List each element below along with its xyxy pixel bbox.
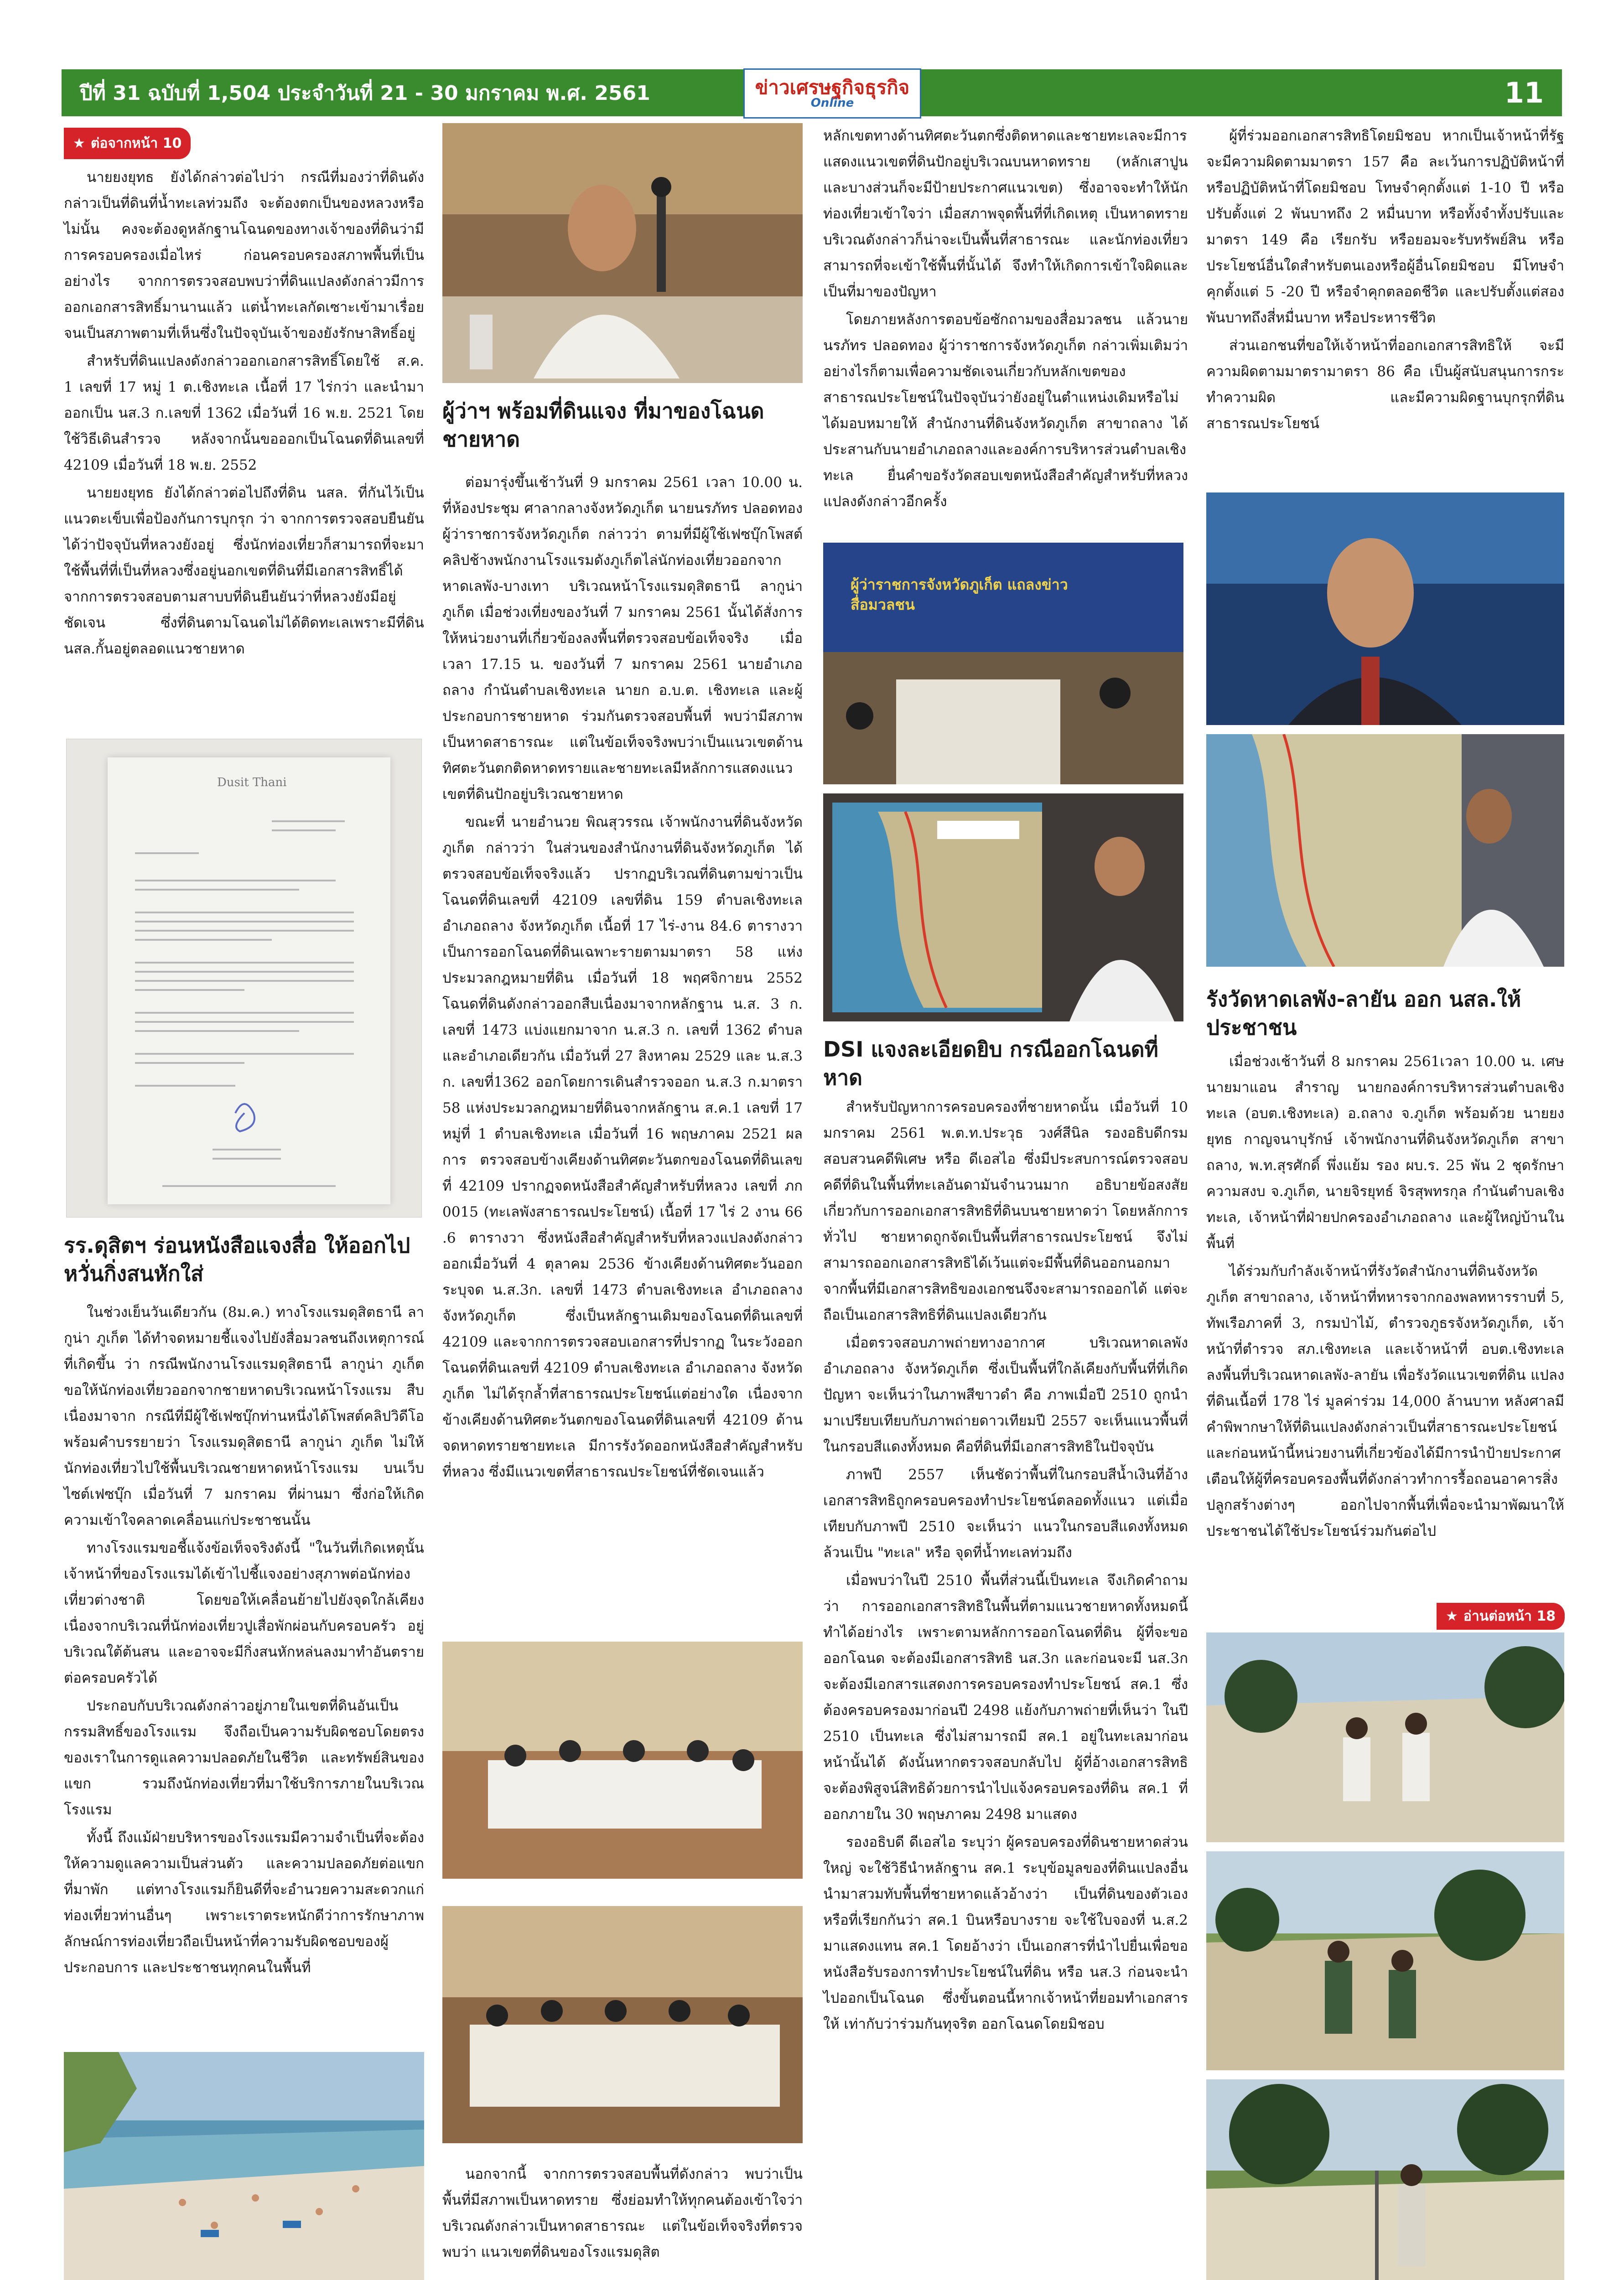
dsi-map-photo — [823, 793, 1183, 1021]
letter-hotel-logo: Dusit Thani — [217, 776, 287, 789]
column-1-bottom — [64, 1300, 424, 1983]
meeting-room-photo-2 — [442, 1906, 803, 2143]
dsi-official-photo — [1206, 492, 1564, 725]
site-survey-photo-2 — [1206, 1851, 1564, 2070]
logo-subtitle: Online — [810, 96, 854, 110]
meeting-room-photo-1 — [442, 1642, 803, 1879]
headline-dusit-letter: รร.ดุสิตฯ ร่อนหนังสือแจงสื่อ ให้ออกไปหวั่นกิ่งสนหักใส่ — [64, 1233, 410, 1286]
logo-title: ข่าวเศรษฐกิจธุรกิจ — [755, 76, 910, 98]
article-paragraph: ทั้งนี้ ถึงแม้ฝ่ายบริหารของโรงแรมมีความจำเป็นที่จะต้องให้ความดูแลความเป็นส่วนตัว และความปลอดภัยต่อแขกที่มาพัก แต่ทางโรงแรมก็ยินดีที่จะอำนวยความสะดวกแก่ท่องเที่ยวท่านอื่นๆ เพราะเราตระหนักดีว่าการรักษาภาพลักษณ์การท่องเที่ยวถือเป็นหน้าที่ความรับผิดชอบของผู้ประกอบการ และประชาชนทุกคนในพื้นที่ — [64, 1829, 424, 1976]
letter-text-lines — [108, 757, 390, 1204]
newspaper-logo — [743, 68, 921, 119]
continued-to-tag[interactable] — [1437, 1603, 1565, 1630]
issue-line: ปีที่ 31 ฉบับที่ 1,504 ประจำวันที่ 21 - 30 มกราคม พ.ศ. 2561 — [80, 81, 650, 105]
column-2-top — [442, 470, 803, 1487]
headline-governor: ผู้ว่าฯ พร้อมที่ดินแจง ที่มาของโฉนดชายหาด — [442, 399, 764, 451]
article-paragraph: เมื่อตรวจสอบภาพถ่ายทางอากาศ บริเวณหาดเลพัง อำเภอถลาง จังหวัดภูเก็ต ซึ่งเป็นพื้นที่ใกล้เคียงกับพื้นที่ที่เกิดปัญหา จะเห็นว่าในภาพสีขาวดำ คือ ภาพเมื่อปี 2510 ถูกนำมาเปรียบเทียบกับภาพถ่ายดาวเทียมปี 2557 จะเห็นแนวพื้นที่ในกรอบสีแดงทั้งหมด คือที่ดินที่มีเอกสารสิทธิในปัจจุบัน — [823, 1335, 1188, 1455]
officials-map-photo — [1206, 734, 1564, 967]
article-paragraph: นายยงยุทธ ยังได้กล่าวต่อไปว่า กรณีที่มองว่าที่ดินดังกล่าวเป็นที่ดินที่น้ำทะเลท่วมถึง จะต้องตกเป็นของหลวงหรือไม่นั้น คงจะต้องดูหลักฐานโฉนดของทางเจ้าของที่ดินว่ามีการครอบครองเมื่อไหร่ ก่อนครอบครองสภาพพื้นที่เป็นอย่างไร จากการตรวจสอบพบว่าที่ดินแปลงดังกล่าวมีการออกเอกสารสิทธิ์มานานแล้ว แต่น้ำทะเลกัดเซาะเข้ามาเรื่อยจนเป็นสภาพตามที่เห็นซึ่งในปัจจุบันเจ้าของยังรักษาสิทธิ์อยู่ — [64, 169, 424, 342]
article-paragraph: ทางโรงแรมขอชี้แจ้งข้อเท็จจริงดังนี้ "ในวันที่เกิดเหตุนั้น เจ้าหน้าที่ของโรงแรมได้เข้าไปชี้แจงอย่างสุภาพต่อนักท่องเที่ยวต่างชาติ โดยขอให้เคลื่อนย้ายไปยังจุดใกล้เคียงเนื่องจากบริเวณที่นักท่องเที่ยวปูเสื่อพักผ่อนกับครอบครัว อยู่บริเวณใต้ต้นสน และอาจจะมีกิ่งสนหักหล่นลงมาทำอันตรายต่อครอบครัวได้ — [64, 1540, 424, 1686]
article-paragraph: สำหรับที่ดินแปลงดังกล่าวออกเอกสารสิทธิ์โดยใช้ ส.ค. 1 เลขที่ 17 หมู่ 1 ต.เชิงทะเล เนื้อที่ 17 ไร่กว่า และนำมาออกเป็น นส.3 ก.เลขที่ 1362 เมื่อวันที่ 16 พ.ย. 2521 โดยใช้วิธีเดินสำรวจ หลังจากนั้นขอออกเป็นโฉนดที่ดินเลขที่ 42109 เมื่อวันที่ 18 พ.ย. 2552 — [64, 353, 424, 473]
article-paragraph: เมื่อพบว่าในปี 2510 พื้นที่ส่วนนี้เป็นทะเล จึงเกิดคำถามว่า การออกเอกสารสิทธิในพื้นที่ตามแนวชายหาดทั้งหมดนี้ ทำได้อย่างไร เพราะตามหลักการออกโฉนดที่ดิน ผู้ที่จะขอออกโฉนด จะต้องมีเอกสารสิทธิ นส.3ก และก่อนจะมี นส.3ก จะต้องมีเอกสารแสดงการครอบครองทำประโยชน์ สค.1 ซึ่งต้องครอบครองมาก่อนปี 2498 แย้งกับภาพถ่ายที่เห็นว่า ในปี 2510 เป็นทะเล ซึ่งไม่สามารถมี สค.1 อยู่ในทะเลมาก่อนหน้านั้นได้ ดังนั้นหากตรวจสอบกลับไป ผู้ที่อ้างเอกสารสิทธิ จะต้องพิสูจน์สิทธิด้วยการนำไปแจ้งครอบครองที่ดิน สค.1 ที่ออกภายใน 30 พฤษภาคม 2498 มาแสดง — [823, 1572, 1188, 1823]
article-paragraph: ขณะที่ นายอำนวย พิณสุวรรณ เจ้าพนักงานที่ดินจังหวัดภูเก็ต กล่าวว่า ในส่วนของสำนักงานที่ดินจังหวัดภูเก็ต ได้ตรวจสอบข้อเท็จจริงแล้ว ปรากฏบริเวณที่ดินตามข่าวเป็นโฉนดที่ดินเลขที่ 42109 เลขที่ดิน 159 ตำบลเชิงทะเล อำเภอถลาง จังหวัดภูเก็ต เนื้อที่ 17 ไร่-งาน 84.6 ตารางวา เป็นการออกโฉนดที่ดินเฉพาะรายตามมาตรา 58 แห่งประมวลกฎหมายที่ดิน เมื่อวันที่ 18 พฤศจิกายน 2552 โฉนดที่ดินดังกล่าวออกสืบเนื่องมาจากหลักฐาน น.ส. 3 ก. เลขที่ 1473 แบ่งแยกมาจาก น.ส.3 ก. เลขที่ 1362 ตำบลและอำเภอเดียวกัน เมื่อวันที่ 27 สิงหาคม 2529 และ น.ส.3 ก. เลขที่1362 ออกโดยการเดินสำรวจออก น.ส.3 ก.มาตรา 58 แห่งประมวลกฎหมายที่ดินจากหลักฐาน ส.ค.1 เลขที่ 17 หมู่ที่ 1 ตำบลเชิงทะเล เมื่อวันที่ 16 พฤษภาคม 2521 ผลการ ตรวจสอบข้างเคียงด้านทิศตะวันตกของโฉนดที่ดินเลขที่ 42109 ปรากฏจดหนังสือสำคัญสำหรับที่หลวง เลขที่ ภก 0015 (ทะเลพังสาธารณประโยชน์) เนื้อที่ 17 ไร่ 2 งาน 66 .6 ตารางวา ซึ่งหนังสือสำคัญสำหรับที่หลวงแปลงดังกล่าวออกเมื่อวันที่ 4 ตุลาคม 2536 ข้างเคียงด้านทิศตะวันออกระบุจด น.ส.3ก. เลขที่ 1473 ตำบลเชิงทะเล อำเภอถลาง จังหวัดภูเก็ต ซึ่งเป็นหลักฐานเดิมของโฉนดที่ดินเลขที่ 42109 และจากการตรวจสอบเอกสารที่ปรากฏ ในระวังออกโฉนดที่ดินเลขที่ 42109 ตำบลเชิงทะเล อำเภอถลาง จังหวัดภูเก็ต ไม่ได้รุกล้ำที่สาธารณประโยชน์แต่อย่างใด เนื่องจากข้างเคียงด้านทิศตะวันตกของโฉนดที่ดินเลขที่ 42109 ด้านจดหาดทรายชายทะเล มีการรังวัดออกหนังสือสำคัญสำหรับที่หลวง ซึ่งมีแนวเขตที่สาธารณประโยชน์ที่ชัดเจนแล้ว — [442, 814, 803, 1480]
press-banner-text: ผู้ว่าราชการจังหวัดภูเก็ต แถลงข่าวสื่อมวลชน — [851, 576, 1068, 613]
column-4-middle — [1206, 1049, 1564, 1546]
article-paragraph: นอกจากนี้ จากการตรวจสอบพื้นที่ดังกล่าว พบว่าเป็นพื้นที่มีสภาพเป็นหาดทราย ซึ่งย่อมทำให้ทุกคนต้องเข้าใจว่าบริเวณดังกล่าวเป็นหาดสาธารณะ แต่ในข้อเท็จจริงที่ตรวจพบว่า แนวเขตที่ดินของโรงแรมดุสิต — [442, 2166, 803, 2260]
page-number: 11 — [1504, 76, 1544, 109]
continued-from-tag[interactable] — [64, 128, 191, 159]
column-3-bottom — [823, 1094, 1188, 2039]
column-3-top — [823, 123, 1188, 517]
continued-from-label: ต่อจากหน้า 10 — [90, 135, 182, 151]
column-1-top — [64, 128, 424, 664]
column-4-top — [1206, 123, 1564, 439]
article-paragraph: โดยภายหลังการตอบข้อซักถามของสื่อมวลชน แล้วนายนรภัทร ปลอดทอง ผู้ว่าราชการจังหวัดภูเก็ต กล่าวเพิ่มเติมว่า อย่างไรก็ตามเพื่อความชัดเจนเกี่ยวกับหลักเขตของสาธารณประโยชน์ในปัจจุบันว่ายังอยู่ในตำแหน่งเดิมหรือไม่ ได้มอบหมายให้ สำนักงานที่ดินจังหวัดภูเก็ต สาขาถลาง ได้ประสานกับนายอำเภอถลางและองค์การบริหารส่วนตำบลเชิงทะเล ยื่นคำขอรังวัดสอบเขตหนังสือสำคัญสำหรับที่หลวงแปลงดังกล่าวอีกครั้ง — [823, 311, 1188, 510]
article-paragraph: หลักเขตทางด้านทิศตะวันตกซึ่งติดหาดและชายทะเลจะมีการแสดงแนวเขตที่ดินปักอยู่บริเวณบนหาดทราย (หลักเสาปูนและบางส่วนก็จะมีป้ายประกาศแนวเขต) ซึ่งอาจจะทำให้นักท่องเที่ยวเข้าใจว่า เมื่อสภาพจุดพื้นที่ที่เกิดเหตุ เป็นหาดทรายบริเวณดังกล่าวก็น่าจะเป็นพื้นที่สาธารณะ และนักท่องเที่ยวสามารถที่จะเข้าใช้พื้นที่นั้นได้ จึงทำให้เกิดการเข้าใจผิดและเป็นที่มาของปัญหา — [823, 128, 1188, 300]
beach-photo — [64, 2052, 424, 2280]
star-icon: ★ — [73, 135, 85, 151]
press-conference-photo — [823, 543, 1183, 784]
article-paragraph: ได้ร่วมกับกำลังเจ้าหน้าที่รังวัดสำนักงานที่ดินจังหวัดภูเก็ต สาขาถลาง, เจ้าหน้าที่ทหารจากกองพลทหารราบที่ 5, ทัพเรือภาคที่ 3, กรมป่าไม้, ตำรวจภูธรจังหวัดภูเก็ต, เจ้าหน้าที่ตำรวจ สภ.เชิงทะเล และเจ้าหน้าที่ อบต.เชิงทะเล ลงพื้นที่บริเวณหาดเลพัง-ลายัน เพื่อรังวัดแนวเขตที่ดิน แปลงที่ดินเนื้อที่ 178 ไร่ มูลค่าร่วม 14,000 ล้านบาท หลังศาลมีคำพิพากษาให้ที่ดินแปลงดังกล่าวเป็นที่สาธารณะประโยชน์ และก่อนหน้านี้หน่วยงานที่เกี่ยวข้องได้มีการนำป้ายประกาศเตือนให้ผู้ที่ครอบครองพื้นที่ดังกล่าวทำการรื้อถอนอาคารสิ่งปลูกสร้างต่างๆ ออกไปจากพื้นที่เพื่อจะนำมาพัฒนาให้ประชาชนได้ใช้ประโยชน์ร่วมกันต่อไป — [1206, 1263, 1564, 1539]
article-paragraph: เมื่อช่วงเช้าวันที่ 8 มกราคม 2561เวลา 10.00 น. เศษ นายมาแอน สำราญ นายกองค์การบริหารส่วนตำบลเชิงทะเล (อบต.เชิงทะเล) อ.ถลาง จ.ภูเก็ต พร้อมด้วย นายยงยุทธ กาญจนาบุรักษ์ เจ้าพนักงานที่ดินจังหวัดภูเก็ต สาขาถลาง, พ.ท.สุรศักดิ์ พึ่งแย้ม รอง ผบ.ร. 25 พัน 2 ชุดรักษาความสงบ จ.ภูเก็ต, นายจิรยุทธ์ จิรสุพทรกุล กำนันตำบลเชิงทะเล, เจ้าหน้าที่ฝ่ายปกครองอำเภอถลาง และผู้ใหญ่บ้านในพื้นที่ — [1206, 1053, 1564, 1252]
headline-dsi: DSI แจงละเอียดยิบ กรณีออกโฉนดที่หาด — [823, 1037, 1158, 1090]
article-paragraph: ผู้ที่ร่วมออกเอกสารสิทธิโดยมิชอบ หากเป็นเจ้าหน้าที่รัฐ จะมีความผิดตามมาตรา 157 คือ ละเว้นการปฏิบัติหน้าที่ หรือปฏิบัติหน้าที่โดยมิชอบ โทษจำคุกตั้งแต่ 1-10 ปี หรือปรับตั้งแต่ 2 พันบาทถึง 2 หมื่นบาท หรือทั้งจำทั้งปรับและมาตรา 149 คือ เรียกรับ หรือยอมจะรับทรัพย์สิน หรือประโยชน์อื่นใดสำหรับตนเองหรือผู้อื่นโดยมิชอบ มีโทษจำคุกตั้งแต่ 5 -20 ปี หรือจำคุกตลอดชีวิต และปรับตั้งแต่สองพันบาทถึงสี่หมื่นบาท หรือประหารชีวิต — [1206, 128, 1564, 326]
hotel-letter-photo — [66, 739, 422, 1218]
article-paragraph: สำหรับปัญหาการครอบครองที่ชายหาดนั้น เมื่อวันที่ 10 มกราคม 2561 พ.ต.ท.ประวุธ วงศ์สีนิล รองอธิบดีกรมสอบสวนคดีพิเศษ หรือ ดีเอสไอ ซึ่งมีประสบการณ์ตรวจสอบคดีที่ดินในพื้นที่ทะเลอันดามันจำนวนมาก อธิบายข้อสงสัยเกี่ยวกับการออกเอกสารสิทธิที่ดินบนชายหาดว่า โดยหลักการทั่วไป ชายหาดถูกจัดเป็นพื้นที่สาธารณประโยชน์ จึงไม่สามารถออกเอกสารสิทธิได้เว้นแต่จะมีพื้นที่ดินออกนอกมาจากพื้นที่มีเอกสารสิทธิของเอกชนจึงจะสามารถออกได้ แต่จะถือเป็นเอกสารสิทธิที่ดินแปลงเดียวกัน — [823, 1099, 1188, 1323]
site-survey-photo-3 — [1206, 2079, 1564, 2280]
article-paragraph: ส่วนเอกชนที่ขอให้เจ้าหน้าที่ออกเอกสารสิทธิให้ จะมีความผิดตามมาตรามาตรา 86 คือ เป็นผู้สนับสนุนการกระทำความผิด และมีความผิดฐานบุกรุกที่ดินสาธารณประโยชน์ — [1206, 337, 1564, 432]
column-2-bottom — [442, 2161, 803, 2267]
continued-to-label: อ่านต่อหน้า 18 — [1463, 1608, 1556, 1624]
star-icon: ★ — [1446, 1608, 1458, 1624]
governor-photo — [442, 123, 803, 383]
article-paragraph: ภาพปี 2557 เห็นชัดว่าพื้นที่ในกรอบสีน้ำเงินที่อ้างเอกสารสิทธิถูกครอบครองทำประโยชน์ตลอดทั้งแนว แต่เมื่อเทียบกับภาพปี 2510 จะเห็นว่า แนวในกรอบสีแดงทั้งหมด ล้วนเป็น "ทะเล" หรือ จุดที่น้ำทะเลท่วมถึง — [823, 1466, 1188, 1561]
article-paragraph: ประกอบกับบริเวณดังกล่าวอยู่ภายในเขตที่ดินอันเป็นกรรมสิทธิ์ของโรงแรม จึงถือเป็นความรับผิดชอบโดยตรงของเราในการดูแลความปลอดภัยในชีวิต และทรัพย์สินของแขก รวมถึงนักท่องเที่ยวที่มาใช้บริการภายในบริเวณโรงแรม — [64, 1698, 424, 1818]
headline-lepang: รังวัดหาดเลพัง-ลายัน ออก นสล.ให้ประชาชน — [1206, 987, 1521, 1040]
site-survey-photo-1 — [1206, 1632, 1564, 1842]
article-paragraph: ในช่วงเย็นวันเดียวกัน (8ม.ค.) ทางโรงแรมดุสิตธานี ลากูน่า ภูเก็ต ได้ทำจดหมายชี้แจงไปยังสื่อมวลชนถึงเหตุการณ์ที่เกิดขึ้น ว่า กรณีพนักงานโรงแรมดุสิตธานี ลากูน่า ภูเก็ต ขอให้นักท่องเที่ยวออกจากชายหาดบริเวณหน้าโรงแรม สืบเนื่องมาจาก กรณีที่มีผู้ใช้เฟซบุ๊กท่านหนึ่งได้โพสต์คลิปวิดีโอ พร้อมคำบรรยายว่า โรงแรมดุสิตธานี ลากูน่า ภูเก็ต ไม่ให้นักท่องเที่ยวไปใช้พื้นบริเวณชายหาดหน้าโรงแรม บนเว็บไซต์เฟซบุ๊ก เมื่อวันที่ 7 มกราคม ที่ผ่านมา ซึ่งก่อให้เกิดความเข้าใจคลาดเคลื่อนแก่ประชาชนนั้น — [64, 1304, 424, 1529]
article-paragraph: ต่อมารุ่งขึ้นเช้าวันที่ 9 มกราคม 2561 เวลา 10.00 น. ที่ห้องประชุม ศาลากลางจังหวัดภูเก็ต นายนรภัทร ปลอดทอง ผู้ว่าราชการจังหวัดภูเก็ต กล่าวว่า ตามที่มีผู้ใช้เฟซบุ๊กโพสต์คลิปช้างพนักงานโรงแรมดังภูเก็ตไล่นักท่องเที่ยวออกจาก หาดเลพัง-บางเทา บริเวณหน้าโรงแรมดุสิตธานี ลากูน่า ภูเก็ต เมื่อช่วงเที่ยงของวันที่ 7 มกราคม 2561 นั้นได้สั่งการให้หน่วยงานที่เกี่ยวข้องลงพื้นที่ตรวจสอบข้อเท็จจริง เมื่อเวลา 17.15 น. ของวันที่ 7 มกราคม 2561 นายอำเภอถลาง กำนันตำบลเชิงทะเล นายก อ.บ.ต. เชิงทะเล และผู้ประกอบการชายหาด ร่วมกันตรวจสอบพื้นที่ พบว่ามีสภาพเป็นหาดสาธารณะ แต่ในข้อเท็จจริงพบว่าเป็นแนวเขตด้านทิศตะวันตกติดหาดทรายและชายทะเลมีหลักการแสดงแนวเขตที่ดินปักอยู่บริเวณชายหาด — [442, 474, 803, 803]
article-paragraph: รองอธิบดี ดีเอสไอ ระบุว่า ผู้ครอบครองที่ดินชายหาดส่วนใหญ่ จะใช้วิธีนำหลักฐาน สค.1 ระบุข้อมูลของที่ดินแปลงอื่น นำมาสวมทับพื้นที่ชายหาดแล้วอ้างว่า เป็นที่ดินของตัวเอง หรือที่เรียกกันว่า สค.1 บินหรือบางราย จะใช้ใบจองที่ น.ส.2 มาแสดงแทน สค.1 โดยอ้างว่า เป็นเอกสารที่นำไปยื่นเพื่อขอหนังสือรับรองการทำประโยชน์ในที่ดิน หรือ นส.3 ก่อนจะนำไปออกเป็นโฉนด ซึ่งขั้นตอนนี้หากเจ้าหน้าที่ยอมทำเอกสารให้ เท่ากับว่าร่วมกันทุจริต ออกโฉนดโดยมิชอบ — [823, 1834, 1188, 2032]
article-paragraph: นายยงยุทธ ยังได้กล่าวต่อไปถึงที่ดิน นสล. ที่กันไว้เป็นแนวตะเข็บเพื่อป้องกันการบุกรุก ว่า จากการตรวจสอบยืนยันได้ว่าปัจจุบันที่หลวงยังอยู่ ซึ่งนักท่องเที่ยวก็สามารถที่จะมาใช้พื้นที่ที่เป็นที่หลวงซึ่งอยู่นอกเขตที่ดินที่มีเอกสารสิทธิ์ได้ จากการตรวจสอบตามสาบบที่ดินยืนยันว่าที่หลวงยังมีอยู่ชัดเจน ซึ่งที่ดินตามโฉนดไม่ได้ติดทะเลเพราะมีที่ดิน นสล.กั้นอยู่ตลอดแนวชายหาด — [64, 485, 424, 657]
